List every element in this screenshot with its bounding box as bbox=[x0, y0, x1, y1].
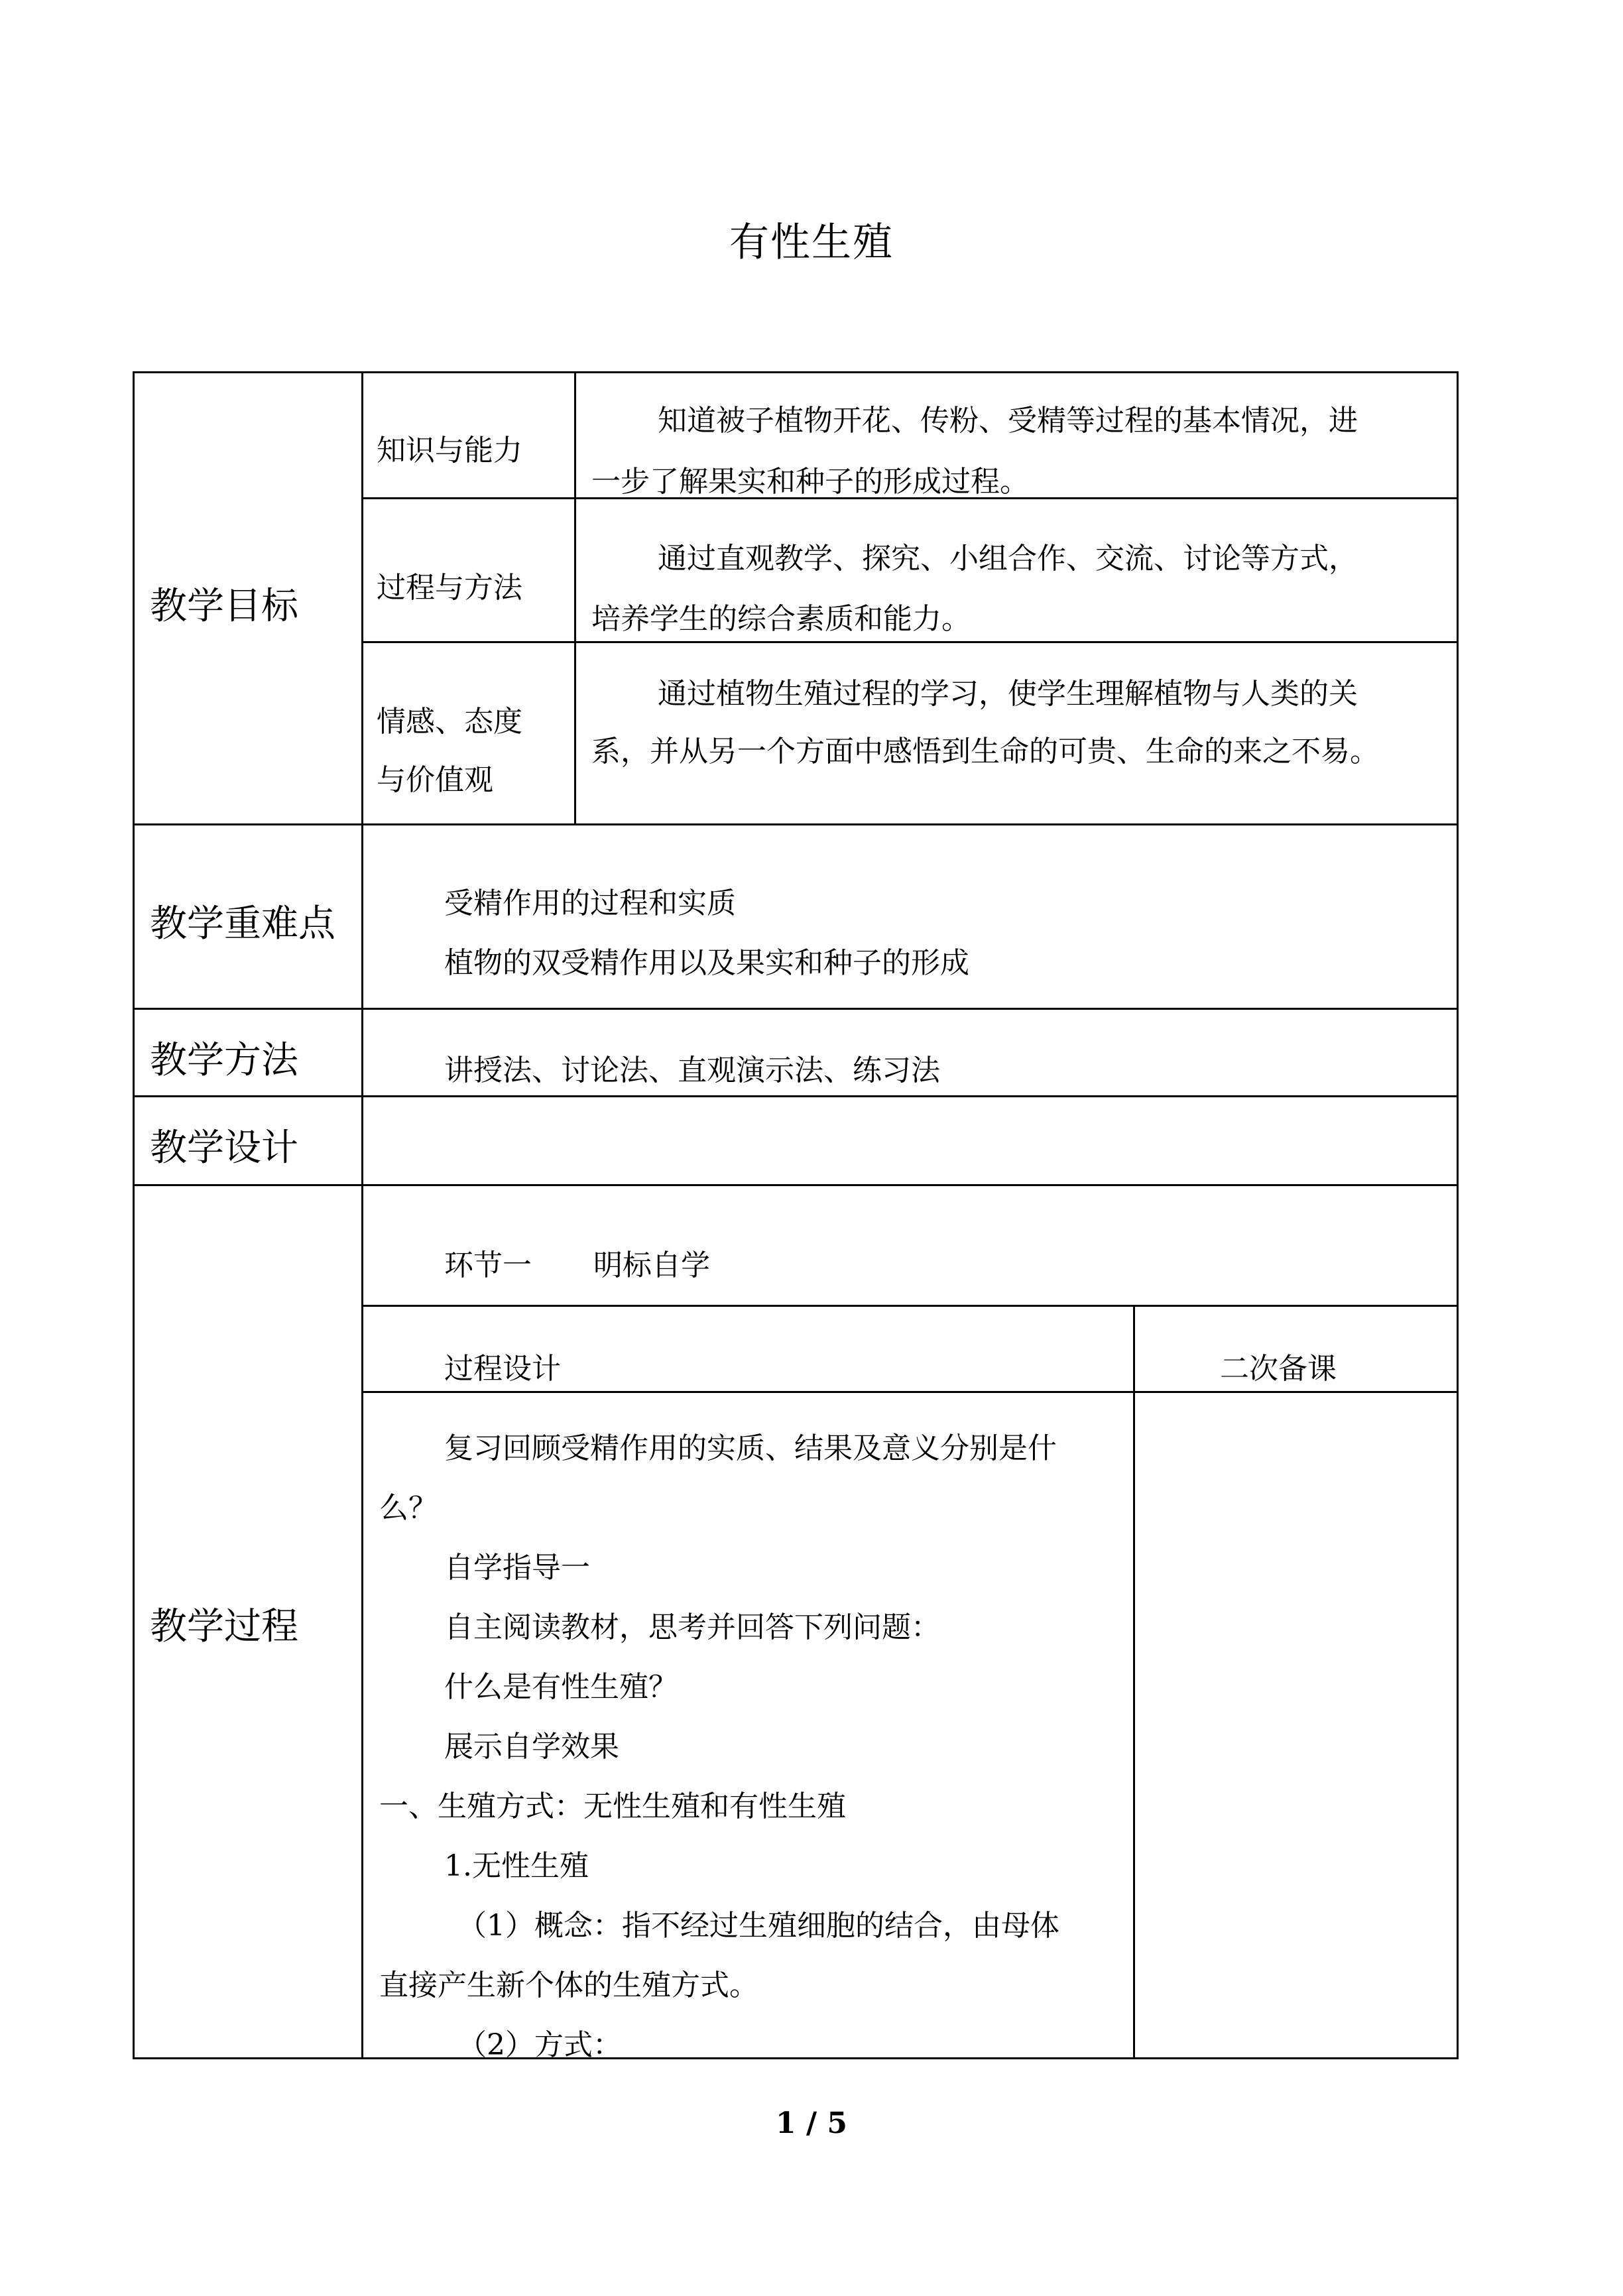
process-line: 自主阅读教材，思考并回答下列问题： bbox=[444, 1610, 940, 1644]
stage-label: 环节一 bbox=[444, 1248, 532, 1282]
process-line: 展示自学效果 bbox=[444, 1730, 619, 1764]
key-point-1: 受精作用的过程和实质 bbox=[444, 886, 736, 920]
process-line: （2）方式： bbox=[457, 2028, 622, 2062]
knowledge-text-line1: 知道被子植物开花、传粉、受精等过程的基本情况，进 bbox=[658, 404, 1358, 438]
emotion-text-line2: 系，并从另一个方面中感悟到生命的可贵、生命的来之不易。 bbox=[591, 735, 1379, 768]
process-line: 什么是有性生殖？ bbox=[444, 1670, 678, 1704]
process-method-text-line1: 通过直观教学、探究、小组合作、交流、讨论等方式， bbox=[658, 542, 1358, 575]
knowledge-text-line2: 一步了解果实和种子的形成过程。 bbox=[591, 465, 1029, 499]
column-second-prep: 二次备课 bbox=[1220, 1352, 1337, 1386]
process-line: 么？ bbox=[379, 1491, 438, 1525]
page-number: 1 / 5 bbox=[776, 2106, 847, 2140]
column-process-design: 过程设计 bbox=[444, 1352, 561, 1386]
process-line: 复习回顾受精作用的实质、结果及意义分别是什 bbox=[444, 1431, 1057, 1465]
methods-header: 教学方法 bbox=[150, 1039, 298, 1082]
process-line: 一、生殖方式：无性生殖和有性生殖 bbox=[379, 1789, 846, 1823]
design-header: 教学设计 bbox=[150, 1126, 298, 1170]
process-line: （1）概念：指不经过生殖细胞的结合，由母体 bbox=[457, 1909, 1059, 1943]
key-point-2: 植物的双受精作用以及果实和种子的形成 bbox=[444, 946, 969, 980]
process-header: 教学过程 bbox=[150, 1605, 298, 1648]
emotion-label-line2: 与价值观 bbox=[377, 763, 493, 797]
knowledge-label: 知识与能力 bbox=[377, 434, 522, 467]
process-method-text-line2: 培养学生的综合素质和能力。 bbox=[591, 602, 971, 636]
page-title: 有性生殖 bbox=[729, 219, 894, 266]
emotion-text-line1: 通过植物生殖过程的学习，使学生理解植物与人类的关 bbox=[658, 677, 1358, 711]
emotion-label-line1: 情感、态度 bbox=[377, 705, 522, 739]
methods-content: 讲授法、讨论法、直观演示法、练习法 bbox=[444, 1054, 940, 1087]
process-line: 直接产生新个体的生殖方式。 bbox=[379, 1968, 758, 2002]
process-line: 1.无性生殖 bbox=[444, 1849, 589, 1883]
objectives-header: 教学目标 bbox=[150, 585, 298, 628]
key-points-header: 教学重难点 bbox=[150, 902, 335, 945]
process-line: 自学指导一 bbox=[444, 1551, 590, 1585]
process-method-label: 过程与方法 bbox=[377, 571, 522, 605]
stage-title: 明标自学 bbox=[593, 1248, 710, 1282]
